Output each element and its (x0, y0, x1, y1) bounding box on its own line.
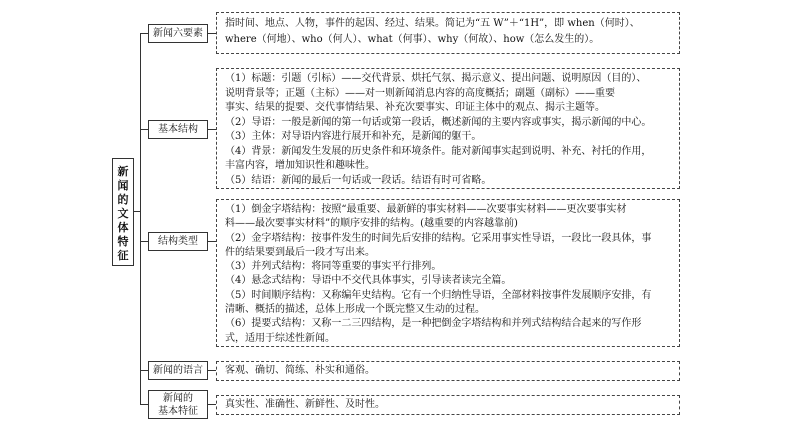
branch-connector (140, 404, 148, 405)
branch-label-basic-structure (148, 120, 208, 139)
content-line: 指时间、地点、人物，事件的起因、经过、结果。简记为“五 W”＋“1H”，即 when（何时）、 (225, 18, 640, 29)
label-connector (208, 241, 216, 242)
content-line: （6）提要式结构：又称一二三四结构，是一种把倒金字塔结构和并列式结构结合起来的写作形 (225, 318, 642, 330)
trunk-line (140, 33, 141, 404)
root-char: 闻 (117, 179, 129, 192)
label-connector (208, 370, 216, 371)
branch-content-elements (216, 12, 680, 54)
root-char: 征 (117, 249, 129, 262)
content-line: （4）悬念式结构：导语中不交代具体事实，引导读者读完全篇。 (225, 275, 512, 287)
branch-label-text: 结构类型 (158, 236, 198, 247)
content-line: 式，适用于综述性新闻。 (225, 332, 335, 344)
branch-connector (140, 370, 148, 371)
root-char: 体 (117, 221, 129, 234)
content-line: 真实性、准确性、新鲜性、及时性。 (225, 399, 385, 410)
branch-label-text: 新闻的 (163, 392, 193, 404)
branch-label-elements (148, 24, 208, 43)
content-line: （1）倒金字塔结构：按照“最重要、最新鲜的事实材料——次要事实材料——更次要事实材 (225, 204, 627, 215)
branch-label-basic-features (148, 390, 208, 419)
root-char: 文 (117, 207, 129, 220)
content-line: 料——最次要事实材料”的顺序安排的结构。(越重要的内容越靠前) (225, 218, 518, 230)
root-topic-box (112, 158, 134, 266)
branch-label-text: 基本结构 (158, 124, 198, 135)
branch-content-basic-features (216, 395, 680, 415)
branch-label-news-language (148, 361, 208, 380)
content-line: （4）背景：新闻发生发展的历史条件和环境条件。能对新闻事实起到说明、补充、衬托的作用， (225, 145, 652, 157)
content-line: （3）并列式结构：将同等重要的事实平行排列。 (225, 261, 442, 273)
branch-label-structure-types (148, 232, 208, 251)
content-line: 事实、结果的提要、交代事情结果、补充次要事实、印证主体中的观点、揭示主题等。 (225, 102, 605, 113)
content-line: （5）结语：新闻的最后一句话或一段话。结语有时可省略。 (225, 174, 492, 186)
branch-connector (140, 129, 148, 130)
label-connector (208, 33, 216, 34)
content-line: 说明背景等；正题（主标）——对一则新闻消息内容的高度概括；副题（副标）——重要 (225, 87, 615, 99)
root-char: 新 (117, 165, 129, 178)
content-line: 件的结果要到最后一段才写出来。 (225, 246, 375, 258)
branch-content-news-language (216, 361, 680, 381)
root-char: 特 (117, 235, 129, 248)
branch-label-text: 基本特征 (158, 405, 198, 417)
content-line: where（何地）、who（何人）、what（何事）、why（何故）、how（怎么发生的）。 (225, 33, 600, 45)
label-connector (208, 129, 216, 130)
content-line: （3）主体：对导语内容进行展开和补充，是新闻的躯干。 (225, 131, 482, 142)
branch-connector (140, 33, 148, 34)
label-connector (208, 404, 216, 405)
branch-content-basic-structure (216, 68, 680, 189)
branch-label-text: 新闻六要素 (153, 28, 203, 39)
content-line: （2）导语：一般是新闻的第一句话或第一段话，概述新闻的主要内容或事实，揭示新闻的中心。 (225, 116, 652, 128)
content-line: 丰富内容，增加知识性和趣味性。 (225, 160, 375, 171)
branch-connector (140, 241, 148, 242)
content-line: 客观、确切、简练、朴实和通俗。 (225, 365, 375, 376)
branch-label-text: 新闻的语言 (153, 365, 203, 376)
branch-content-structure-types (216, 199, 680, 347)
content-line: （2）金字塔结构：按事件发生的时间先后安排的结构。它采用事实性导语，一段比一段具体，事 (225, 232, 652, 244)
root-char: 的 (117, 193, 129, 206)
content-line: （5）时间顺序结构：又称编年史结构。它有一个归纳性导语，全部材料按事件发展顺序安排，有 (225, 289, 652, 301)
content-line: 清晰、概括的描述，总体上形成一个既完整又生动的过程。 (225, 304, 485, 316)
content-line: （1）标题：引题（引标）——交代背景、烘托气氛、揭示意义、提出问题、说明原因（目的）、 (225, 73, 647, 84)
